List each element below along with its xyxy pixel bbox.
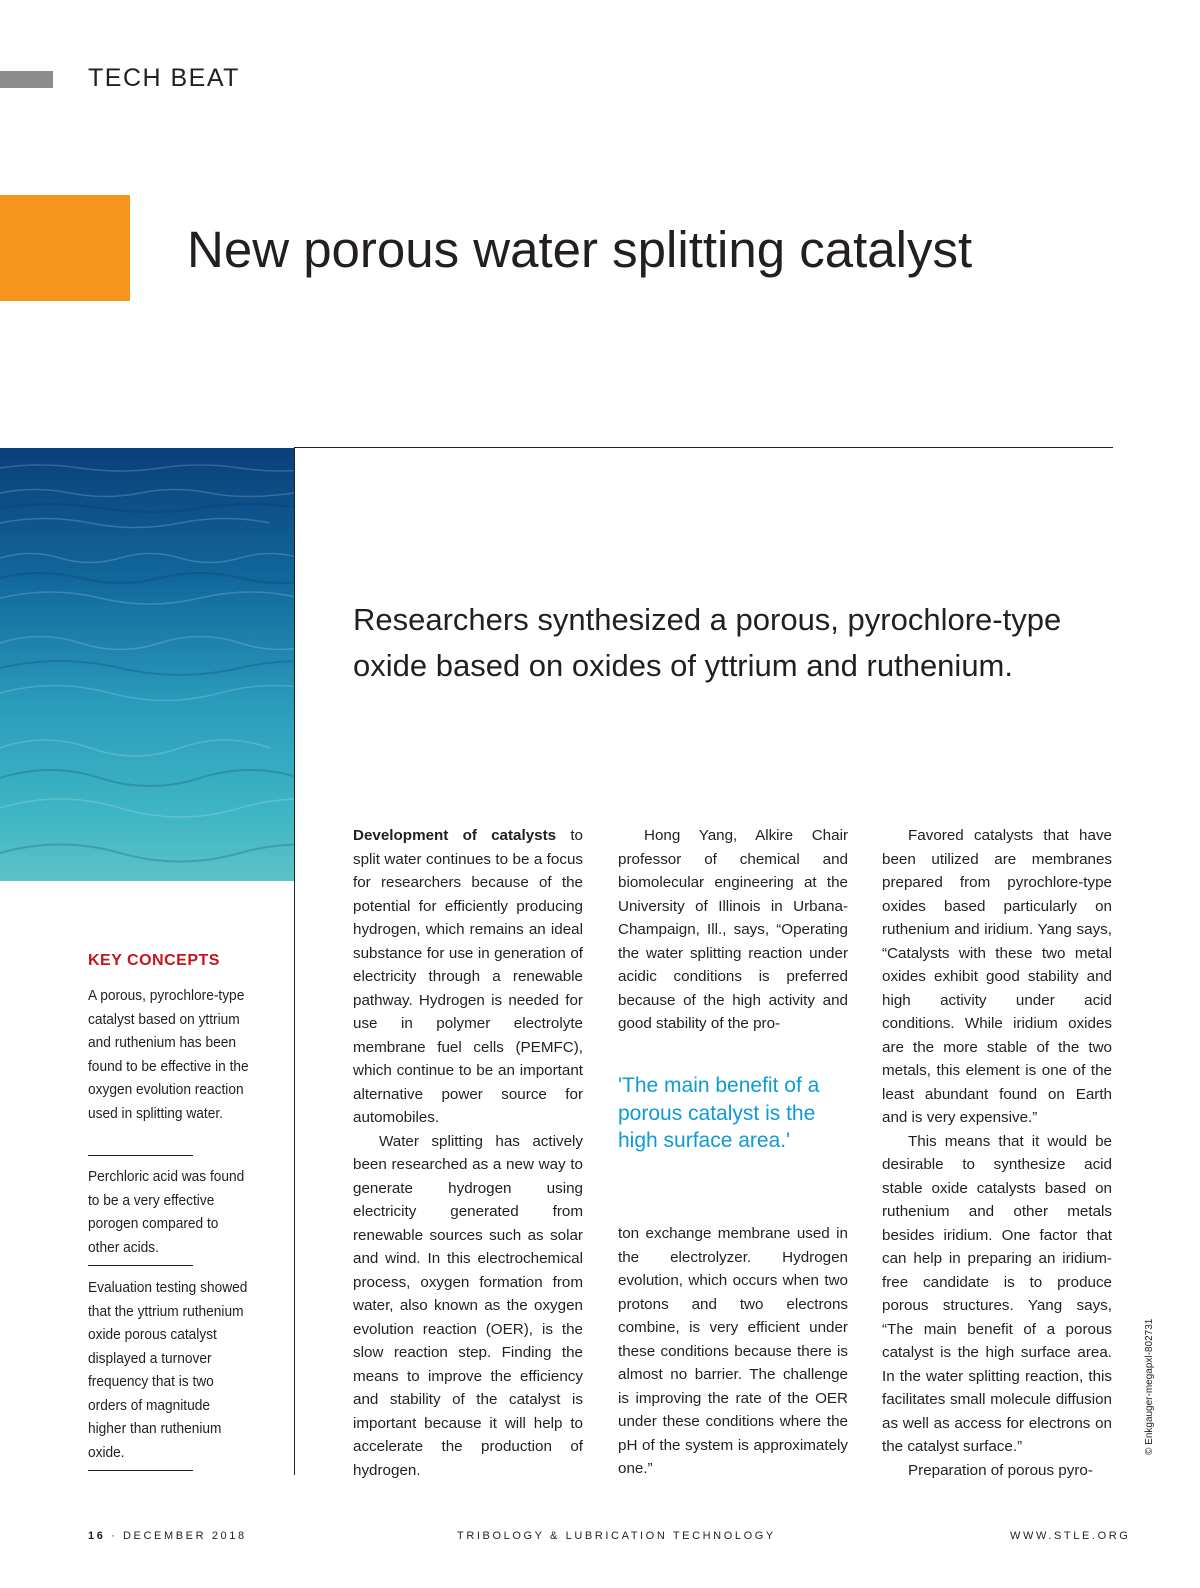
vertical-rule: [294, 447, 295, 1475]
body-paragraph: ton exchange membrane used in the electrolyzer. Hydrogen evolution, which occurs when two protons and two electrons combine, is very efficient under these conditions because there is almost no barrier. The challenge is improving the rate of the OER under these conditions where the pH of the system is approximately one.”: [618, 1225, 848, 1477]
key-concept-item: A porous, pyrochlore-type catalyst based on yttrium and ruthenium has been found to be effective in the oxygen evolution reaction used in splitting water.: [88, 988, 249, 1122]
issue-date: DECEMBER 2018: [123, 1530, 247, 1542]
body-paragraph: Hong Yang, Alkire Chair professor of chemical and biomolecular engineering at the University of Illinois in Urbana-Champaign, Ill., says, “Operating the water splitting reaction under acidic conditions is preferred because of the high activity and good stability of the pro-: [618, 827, 848, 1032]
water-image: [0, 448, 294, 881]
key-concept-divider: [88, 1155, 193, 1156]
body-column-2-top: [618, 824, 848, 1036]
key-concept-divider: [88, 1265, 193, 1266]
website-link[interactable]: WWW.STLE.ORG: [1010, 1530, 1131, 1542]
publication-name: TRIBOLOGY & LUBRICATION TECHNOLOGY: [457, 1530, 776, 1542]
body-paragraph: Favored catalysts that have been utilized are membranes prepared from pyrochlore-type oxides based particularly on ruthenium and iridium. Yang says, “Catalysts with these two metal oxides exhibit good stability and high activity under acid conditions. While iridium oxides are the more stable of the two metals, this element is one of the least abundant found on Earth and is very expensive.”: [882, 827, 1112, 1126]
article-deck: Researchers synthesized a porous, pyrochlore-type oxide based on oxides of yttrium and ruthenium.: [353, 602, 1062, 683]
key-concept-divider: [88, 1470, 193, 1471]
body-paragraph: This means that it would be desirable to synthesize acid stable oxide catalysts based on ruthenium and other metals besides iridium. One factor that can help in preparing an iridium-free candidate is to produce porous structures. Yang says, “The main benefit of a porous catalyst is the high surface area. In the water splitting reaction, this facilitates small molecule diffusion as well as access for electrons on the catalyst surface.”: [882, 1132, 1112, 1455]
body-paragraph: Preparation of porous pyro-: [908, 1461, 1093, 1479]
article-headline: New porous water splitting catalyst: [187, 221, 973, 278]
body-column-1: [353, 824, 583, 1482]
section-accent-bar: [0, 71, 53, 88]
body-column-3: [882, 824, 1112, 1482]
key-concept-item: Perchloric acid was found to be a very effective porogen compared to other acids.: [88, 1169, 245, 1256]
key-concept-item: Evaluation testing showed that the yttrium ruthenium oxide porous catalyst displayed a turnover frequency that is two orders of magnitude higher than ruthenium oxide.: [88, 1280, 248, 1461]
body-column-2-bottom: [618, 1222, 848, 1481]
body-paragraph: [353, 824, 583, 1130]
page-number: 16: [88, 1530, 106, 1542]
pull-quote: 'The main benefit of a porous catalyst is the high surface area.': [618, 1074, 820, 1152]
lead-paragraph-text: to split water continues to be a focus for researchers because of the potential for efficiently producing hydrogen, which remains an ideal substance for use in generation of electricity through a renewable pathway. Hydrogen is needed for use in polymer electrolyte membrane fuel cells (PEMFC), which continue to be an important alternative power source for automobiles.: [353, 827, 583, 1126]
lead-in: Development of catalysts: [353, 827, 557, 844]
key-concepts-heading: KEY CONCEPTS: [88, 952, 220, 969]
water-photo: [0, 448, 294, 881]
body-paragraph: Water splitting has actively been researched as a new way to generate hydrogen using electricity generated from renewable sources such as solar and wind. In this electrochemical process, oxygen formation from water, also known as the oxygen evolution reaction (OER), is the slow reaction step. Finding the means to improve the efficiency and stability of the catalyst is important because it will help to accelerate the production of hydrogen.: [353, 1132, 583, 1479]
footer-separator: ·: [111, 1530, 118, 1542]
section-label: TECH BEAT: [88, 64, 240, 92]
footer-left: [88, 1530, 247, 1542]
horizontal-rule: [295, 447, 1113, 448]
photo-credit: © Enkgauger-megapxl-802731: [1144, 1318, 1155, 1455]
headline-accent-block: [0, 195, 130, 301]
